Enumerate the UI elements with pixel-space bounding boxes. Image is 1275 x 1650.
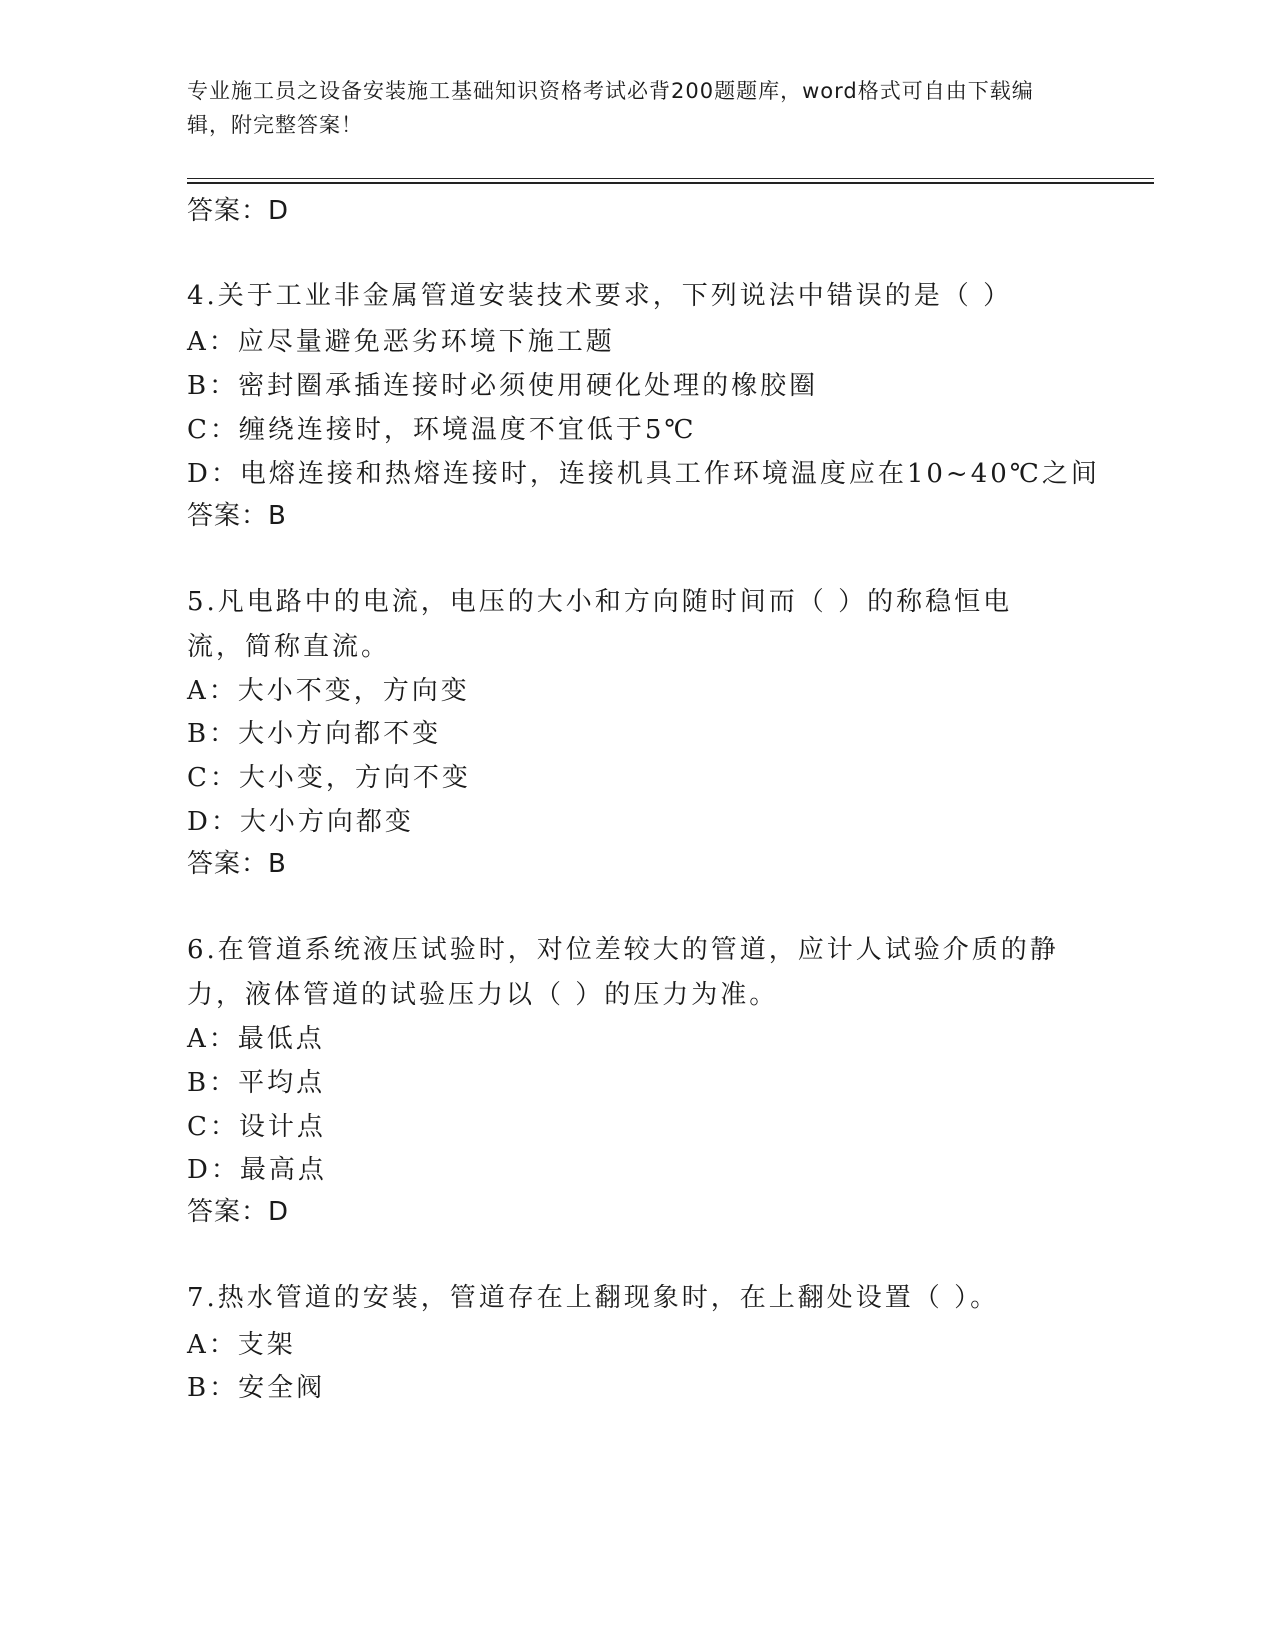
option-a: A：支架: [187, 1330, 296, 1360]
header-rule-thick: [187, 182, 1154, 184]
option-c: C：缠绕连接时，环境温度不宜低于5℃: [187, 415, 697, 445]
option-b: B：大小方向都不变: [187, 719, 442, 749]
question-text: 4.关于工业非金属管道安装技术要求，下列说法中错误的是（ ）: [187, 281, 1013, 311]
option-b: B：密封圈承插连接时必须使用硬化处理的橡胶圈: [187, 371, 819, 401]
header-rule-thin: [187, 178, 1154, 179]
option-d: D：电熔连接和热熔连接时，连接机具工作环境温度应在10~40℃之间: [187, 459, 1100, 489]
option-a: A：应尽量避免恶劣环境下施工题: [187, 327, 615, 357]
document-header: 专业施工员之设备安装施工基础知识资格考试必背200题题库，word格式可自由下载编辑，附完整答案！: [187, 79, 1034, 137]
option-a: A：大小不变，方向变: [187, 676, 470, 706]
option-b: B：平均点: [187, 1068, 326, 1098]
option-c: C：设计点: [187, 1112, 326, 1142]
question-text: 7.热水管道的安装，管道存在上翻现象时，在上翻处设置（ ）。: [187, 1283, 1000, 1313]
option-d: D：最高点: [187, 1155, 327, 1185]
question-text: 6.在管道系统液压试验时，对位差较大的管道，应计人试验介质的静力，液体管道的试验压力以（ ）的压力为准。: [187, 935, 1059, 1010]
answer-line: 答案：B: [187, 849, 287, 879]
question-text: 5.凡电路中的电流，电压的大小和方向随时间而（ ）的称稳恒电流，简称直流。: [187, 587, 1013, 662]
answer-line: 答案：B: [187, 501, 287, 531]
option-b: B：安全阀: [187, 1373, 326, 1403]
option-c: C：大小变，方向不变: [187, 763, 471, 793]
option-d: D：大小方向都变: [187, 807, 414, 837]
answer-line: 答案：D: [187, 196, 290, 226]
option-a: A：最低点: [187, 1024, 325, 1054]
answer-line: 答案：D: [187, 1197, 290, 1227]
